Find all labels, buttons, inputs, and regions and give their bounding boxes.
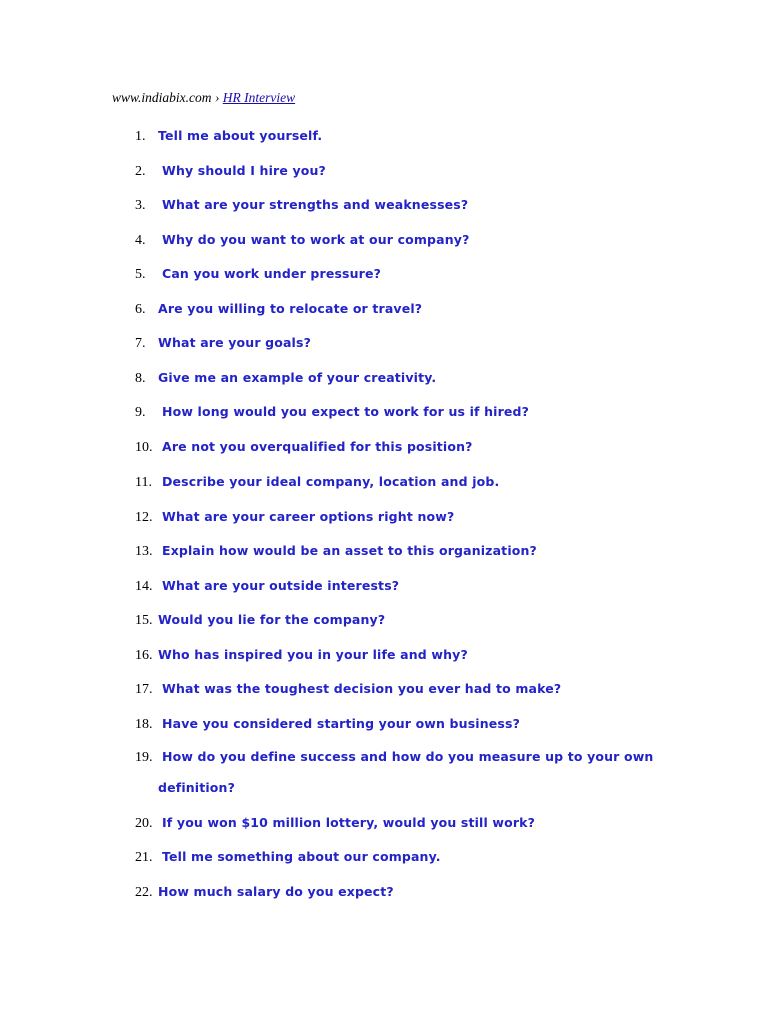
question-item-15 <box>135 609 695 629</box>
question-number: 7. <box>135 336 146 351</box>
breadcrumb-separator: › <box>214 90 220 105</box>
question-number: 4. <box>135 233 146 248</box>
question-text: Why should I hire you? <box>162 163 326 178</box>
question-text: Why do you want to work at our company? <box>162 232 470 247</box>
question-text: Would you lie for the company? <box>158 612 386 627</box>
question-text: What are your strengths and weaknesses? <box>162 197 469 212</box>
question-item-16 <box>135 644 695 664</box>
question-item-9 <box>135 401 695 421</box>
question-number: 17. <box>135 682 153 697</box>
question-text: How much salary do you expect? <box>158 884 394 899</box>
question-item-5 <box>135 263 695 283</box>
question-item-14 <box>135 575 695 595</box>
question-text: Have you considered starting your own business? <box>162 716 520 731</box>
question-item-2 <box>135 160 695 180</box>
question-item-22 <box>135 881 695 901</box>
question-item-1 <box>135 125 695 145</box>
question-item-19 <box>135 741 695 803</box>
question-text: What are your goals? <box>158 335 311 350</box>
question-text: What are your career options right now? <box>162 509 455 524</box>
question-item-8 <box>135 367 695 387</box>
question-item-18 <box>135 713 695 733</box>
breadcrumb <box>112 90 295 106</box>
question-number: 14. <box>135 579 153 594</box>
question-item-4 <box>135 229 695 249</box>
question-item-12 <box>135 506 695 526</box>
question-number: 15. <box>135 613 153 628</box>
question-number: 1. <box>135 129 146 144</box>
hr-interview-link[interactable]: HR Interview <box>222 90 296 105</box>
question-number: 13. <box>135 544 153 559</box>
question-number: 19. <box>135 750 153 765</box>
question-text: Give me an example of your creativity. <box>158 370 437 385</box>
question-item-13 <box>135 540 695 560</box>
question-number: 5. <box>135 267 146 282</box>
question-text: Are not you overqualified for this position? <box>162 439 473 454</box>
question-item-7 <box>135 332 695 352</box>
question-item-21 <box>135 846 695 866</box>
question-number: 9. <box>135 405 146 420</box>
question-text: Are you willing to relocate or travel? <box>158 301 423 316</box>
question-number: 11. <box>135 475 152 490</box>
question-number: 2. <box>135 164 146 179</box>
question-text: Who has inspired you in your life and why? <box>158 647 468 662</box>
question-number: 18. <box>135 717 153 732</box>
question-text: How long would you expect to work for us if hired? <box>162 404 530 419</box>
question-number: 12. <box>135 510 153 525</box>
question-text-continuation: definition? <box>158 780 235 795</box>
question-text: Tell me about yourself. <box>158 128 323 143</box>
question-text: Describe your ideal company, location and job. <box>162 474 500 489</box>
question-text: What was the toughest decision you ever had to make? <box>162 681 562 696</box>
question-number: 21. <box>135 850 153 865</box>
question-text: If you won $10 million lottery, would you still work? <box>162 815 536 830</box>
question-item-10 <box>135 436 695 456</box>
question-item-6 <box>135 298 695 318</box>
question-number: 16. <box>135 648 153 663</box>
question-item-11 <box>135 471 695 491</box>
question-item-17 <box>135 678 695 698</box>
question-item-20 <box>135 812 695 832</box>
question-number: 3. <box>135 198 146 213</box>
question-text: Can you work under pressure? <box>162 266 382 281</box>
question-number: 6. <box>135 302 146 317</box>
question-number: 20. <box>135 816 153 831</box>
question-item-3 <box>135 194 695 214</box>
question-number: 10. <box>135 440 153 455</box>
question-text: What are your outside interests? <box>162 578 400 593</box>
question-number: 8. <box>135 371 146 386</box>
question-text: Tell me something about our company. <box>162 849 441 864</box>
breadcrumb-site: www.indiabix.com <box>112 90 212 105</box>
question-number: 22. <box>135 885 153 900</box>
question-text: How do you define success and how do you measure up to your own <box>162 749 654 764</box>
question-text: Explain how would be an asset to this organization? <box>162 543 537 558</box>
